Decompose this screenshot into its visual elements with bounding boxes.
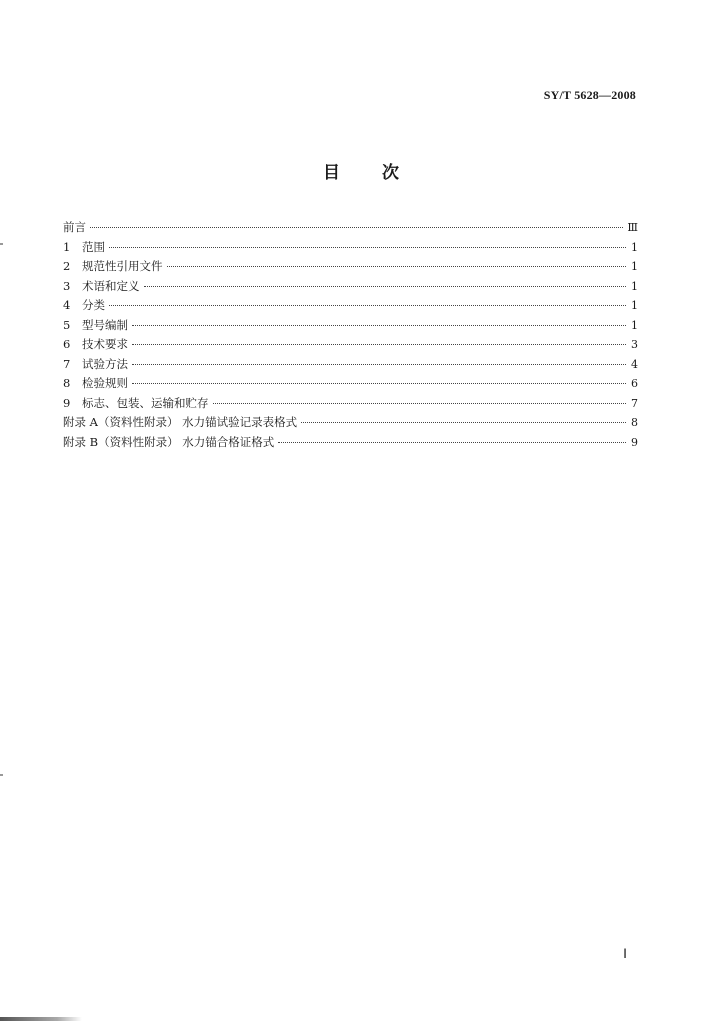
toc-entry-page: 9 [631,435,638,449]
toc-entry-5[interactable] [63,316,638,336]
standard-code: SY/T 5628—2008 [543,88,636,102]
toc-entry-page: 7 [631,396,638,410]
toc-entry-label: 分类 [82,298,105,312]
toc-entry-8[interactable] [63,374,638,394]
toc-list [63,218,638,452]
toc-entry-label: 附录 A（资料性附录） 水力锚试验记录表格式 [63,415,298,429]
toc-entry-page: Ⅲ [627,221,638,234]
toc-entry-number: 8 [63,376,71,390]
toc-leader-dots [109,247,626,248]
toc-entry-2[interactable] [63,257,638,277]
toc-entry-page: 1 [631,260,638,273]
scan-artifact [0,243,3,245]
toc-entry-label: 前言 [63,220,86,234]
toc-leader-dots [167,266,627,267]
toc-leader-dots [109,305,626,306]
toc-entry-7[interactable] [63,355,638,375]
toc-entry-number: 4 [63,298,71,312]
toc-entry-4[interactable] [63,296,638,316]
toc-entry-number: 7 [63,356,71,371]
toc-entry-label: 标志、包装、运输和贮存 [82,395,209,410]
toc-entry-appendix-a[interactable] [63,413,638,433]
toc-entry-page: 4 [631,357,638,371]
toc-entry-label: 检验规则 [82,376,128,390]
toc-entry-page: 1 [631,299,638,312]
toc-leader-dots [132,383,626,384]
toc-entry-number: 3 [63,278,71,293]
toc-entry-page: 1 [631,318,638,332]
toc-entry-label: 型号编制 [82,317,128,332]
toc-entry-number: 2 [63,259,71,273]
scan-artifact [0,1017,82,1021]
toc-entry-label: 范围 [82,239,105,254]
toc-entry-1[interactable] [63,238,638,258]
toc-leader-dots [278,442,626,443]
toc-entry-number: 5 [63,317,71,332]
toc-leader-dots [132,364,626,365]
toc-leader-dots [132,325,626,326]
toc-leader-dots [90,227,623,228]
toc-entry-label: 试验方法 [82,356,128,371]
toc-title: 目 次 [323,163,399,183]
toc-leader-dots [132,344,626,345]
toc-entry-6[interactable] [63,335,638,355]
page-number: Ⅰ [623,946,627,961]
toc-leader-dots [301,422,626,423]
toc-entry-number: 1 [63,239,71,254]
toc-entry-3[interactable] [63,277,638,297]
scan-artifact [0,774,3,776]
toc-entry-label: 附录 B（资料性附录） 水力锚合格证格式 [63,434,275,449]
toc-entry-appendix-b[interactable] [63,433,638,453]
toc-entry-page: 1 [631,240,638,254]
toc-entry-9[interactable] [63,394,638,414]
toc-entry-number: 9 [63,395,71,410]
toc-entry-label: 技术要求 [82,337,128,351]
toc-entry-page: 3 [631,338,638,351]
toc-leader-dots [144,286,627,287]
toc-entry-label: 规范性引用文件 [82,259,163,273]
toc-entry-page: 6 [631,377,638,390]
toc-entry-foreword[interactable] [63,218,638,238]
toc-entry-page: 8 [631,416,638,429]
toc-entry-page: 1 [631,279,638,293]
toc-leader-dots [213,403,627,404]
toc-entry-label: 术语和定义 [82,278,140,293]
toc-entry-number: 6 [63,337,71,351]
